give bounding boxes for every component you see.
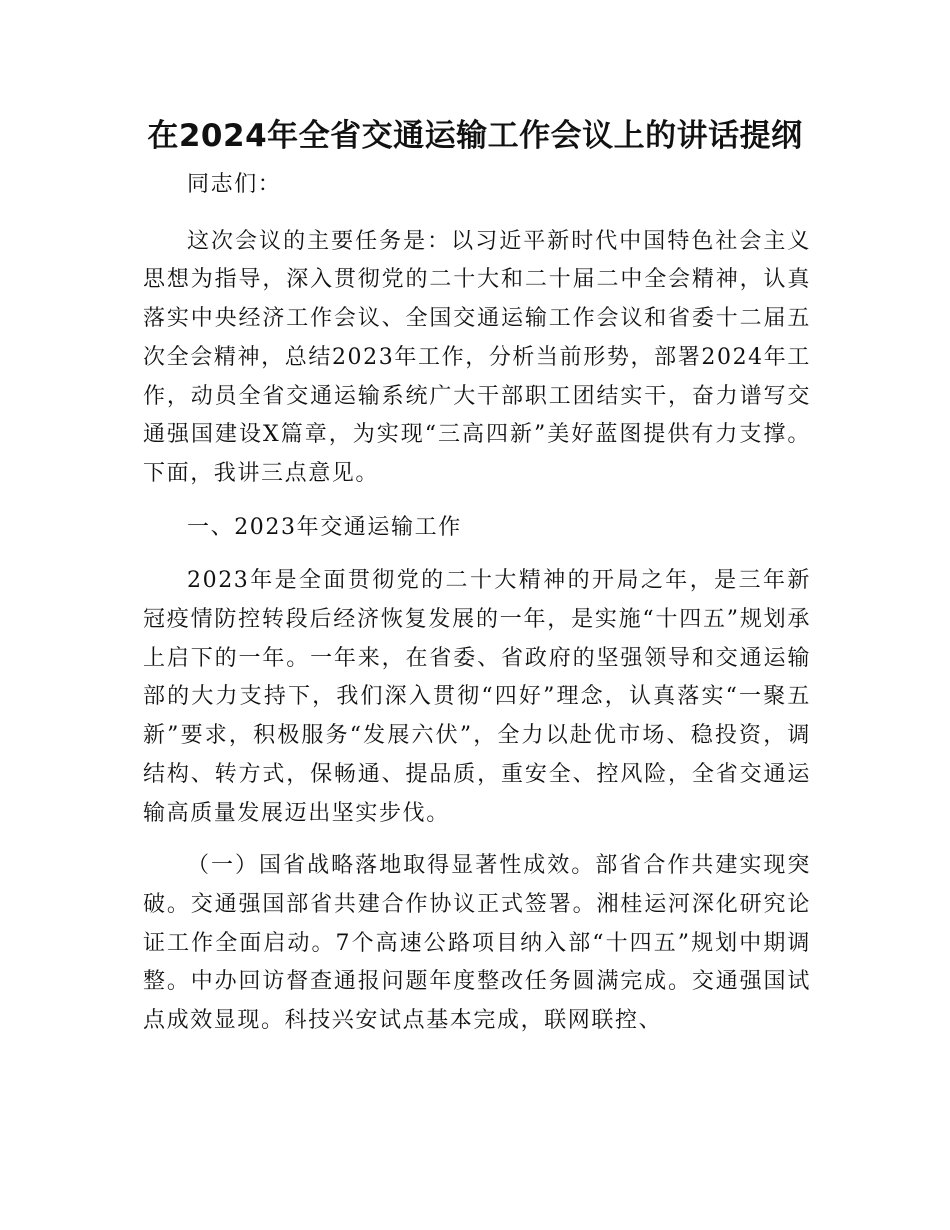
document-title: 在2024年全省交通运输工作会议上的讲话提纲 [147, 118, 803, 154]
subsection-heading: （一）国省战略落地取得显著性成效。 [187, 853, 596, 879]
subsection-text: 部省合作共建实现突破。交通强国部省共建合作协议正式签署。湘桂运河深化研究论证工作全面启动。7个高速公路项目纳入部“十四五”规划中期调整。中办回访督查通报问题年度整改任务圆满完成。交通强国试点成效显现。科技兴安试点基本完成，联网联控、 [143, 853, 812, 1034]
document-body [143, 166, 811, 1041]
section-overview-paragraph: 2023年是全面贯彻党的二十大精神的开局之年，是三年新冠疫情防控转段后经济恢复发展的一年，是实施“十四五”规划承上启下的一年。一年来，在省委、省政府的坚强领导和交通运输部的大力支持下，我们深入贯彻“四好”理念，认真落实“一聚五新”要求，积极服务“发展六伏”，全力以赴优市场、稳投资，调结构、转方式，保畅通、提品质，重安全、控风险，全省交通运输高质量发展迈出坚实步伐。 [143, 568, 811, 826]
subsection-paragraph [143, 847, 811, 1041]
section-heading: 一、2023年交通运输工作 [187, 514, 462, 540]
greeting: 同志们： [187, 172, 282, 197]
intro-paragraph: 这次会议的主要任务是：以习近平新时代中国特色社会主义思想为指导，深入贯彻党的二十大和二十届二中全会精神，认真落实中央经济工作会议、全国交通运输工作会议和省委十二届五次全会精神，总结2023年工作，分析当前形势，部署2024年工作，动员全省交通运输系统广大干部职工团结实干，奋力谱写交通强国建设X篇章，为实现“三高四新”美好蓝图提供有力支撑。下面，我讲三点意见。 [143, 228, 811, 486]
